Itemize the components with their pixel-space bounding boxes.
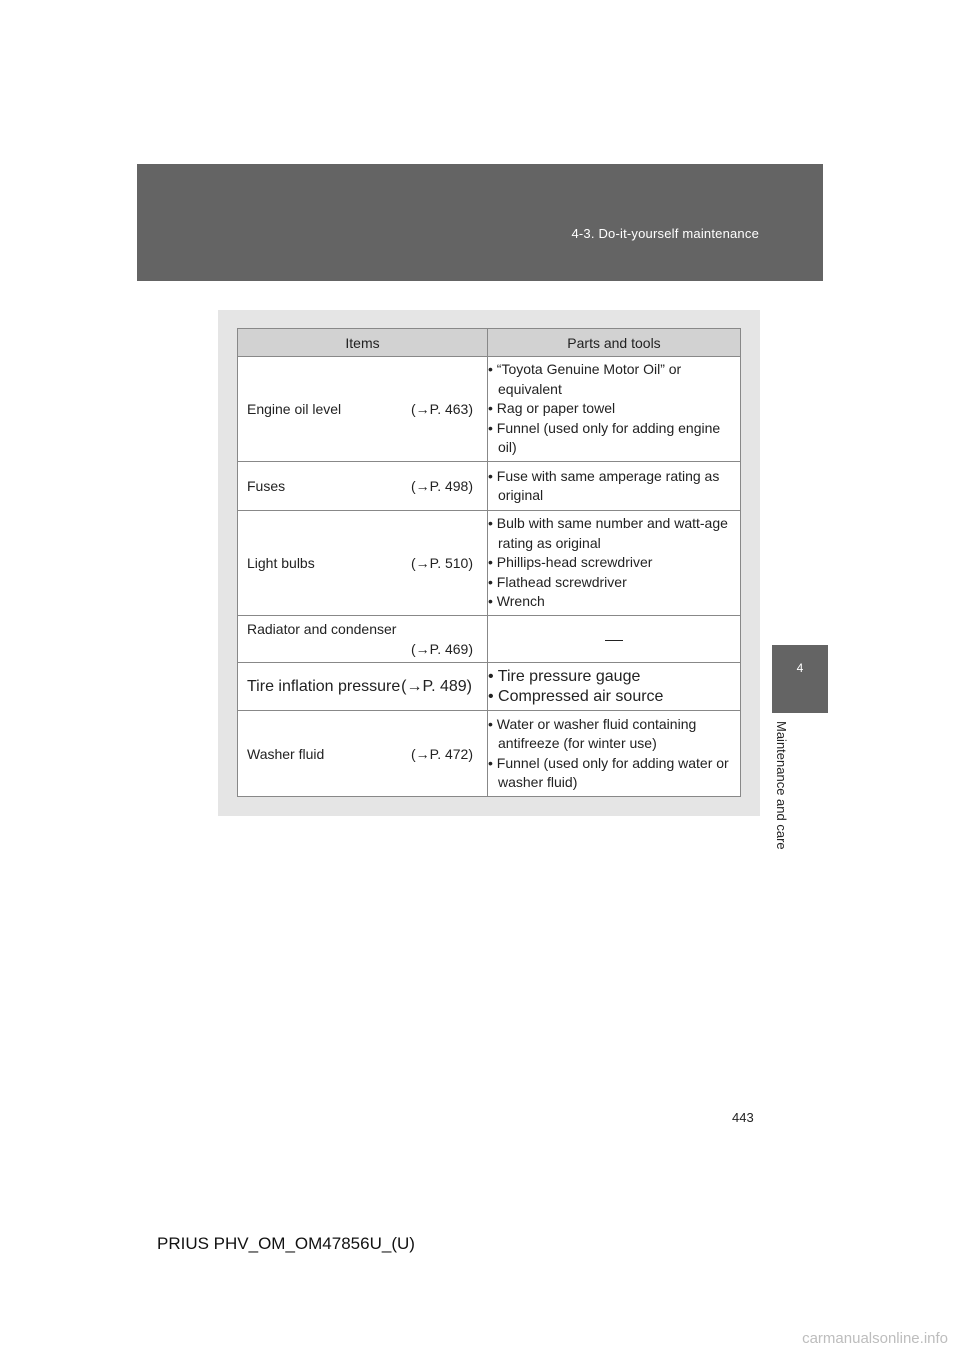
table-header-row — [238, 329, 741, 357]
parts-cell — [488, 711, 741, 797]
column-header-parts: Parts and tools — [488, 329, 741, 357]
table-row — [238, 616, 741, 663]
list-item: • Compressed air source — [488, 687, 664, 705]
table-row — [238, 462, 741, 511]
item-cell — [238, 511, 488, 616]
item-name: Tire inflation pressure — [247, 677, 401, 695]
table-row — [238, 357, 741, 462]
item-cell — [238, 357, 488, 462]
list-item: • Wrench — [488, 593, 545, 610]
parts-cell — [488, 663, 741, 711]
parts-cell — [488, 511, 741, 616]
item-name: Radiator and condenser — [247, 621, 397, 637]
page-reference-link[interactable]: (→P. 472) — [411, 745, 473, 762]
item-cell — [238, 616, 488, 663]
item-name: Engine oil level — [247, 401, 342, 417]
list-item: • Fuse with same amperage rating as original — [488, 467, 720, 503]
parts-cell — [488, 462, 741, 511]
list-item: • Rag or paper towel — [488, 400, 616, 417]
parts-cell — [488, 357, 741, 462]
list-item: • Water or washer fluid containing antifreeze (for winter use) — [488, 715, 697, 751]
item-cell — [238, 711, 488, 797]
list-item: • Tire pressure gauge — [488, 667, 641, 685]
watermark: carmanualsonline.info — [802, 1330, 948, 1347]
section-title: 4-3. Do-it-yourself maintenance — [571, 226, 759, 241]
item-cell — [238, 663, 488, 711]
page-reference-link[interactable]: (→P. 498) — [411, 478, 473, 494]
item-name: Light bulbs — [247, 555, 315, 571]
manual-code: PRIUS PHV_OM_OM47856U_(U) — [157, 1234, 415, 1253]
chapter-number: 4 — [796, 661, 804, 675]
list-item: • Bulb with same number and watt-age rating as original — [488, 515, 728, 551]
item-name: Fuses — [247, 478, 286, 494]
page-reference-link[interactable]: (→P. 510) — [411, 555, 473, 571]
item-name: Washer fluid — [247, 745, 325, 762]
page-reference-link[interactable]: (→P. 463) — [411, 401, 473, 417]
parts-cell — [488, 616, 741, 663]
page-reference-link[interactable]: (→P. 469) — [411, 641, 473, 657]
table-row — [238, 663, 741, 711]
page-number: 443 — [732, 1110, 754, 1125]
not-applicable-dash — [605, 640, 623, 641]
list-item: • “Toyota Genuine Motor Oil” or equivalent — [488, 361, 682, 397]
column-header-items: Items — [238, 329, 488, 357]
table-row — [238, 711, 741, 797]
header-band — [137, 164, 823, 281]
page-reference-link[interactable]: (→P. 489) — [401, 677, 472, 695]
chapter-tab — [772, 645, 828, 713]
list-item: • Funnel (used only for adding engine oil) — [488, 419, 721, 456]
maintenance-tools-table — [237, 328, 741, 797]
item-cell — [238, 462, 488, 511]
list-item: • Funnel (used only for adding water or washer fluid) — [488, 754, 729, 790]
list-item: • Phillips-head screwdriver — [488, 554, 653, 571]
chapter-label: Maintenance and care — [774, 721, 789, 850]
list-item: • Flathead screwdriver — [488, 573, 627, 590]
table-row — [238, 511, 741, 616]
